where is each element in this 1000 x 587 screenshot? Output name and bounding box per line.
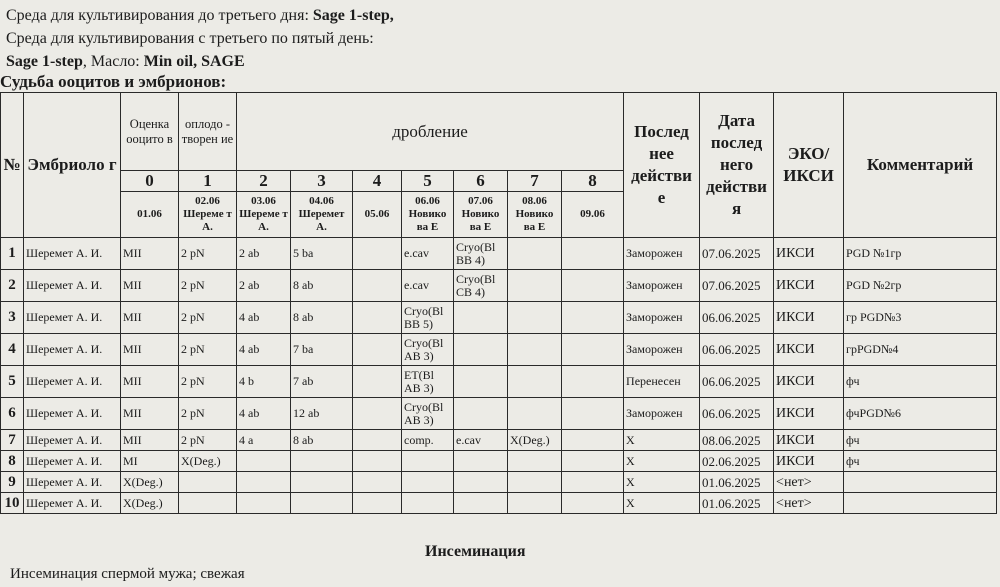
cell-d3: 7 ba: [291, 334, 353, 366]
cell-method: ИКСИ: [774, 430, 844, 451]
cell-action: Заморожен: [624, 334, 700, 366]
cell-method: ИКСИ: [774, 302, 844, 334]
cell-d7: [508, 270, 562, 302]
section-title: Судьба ооцитов и эмбрионов:: [0, 72, 227, 91]
cell-emb: Шеремет А. И.: [24, 334, 121, 366]
cell-action: Заморожен: [624, 302, 700, 334]
cell-d3: [291, 451, 353, 472]
cell-d7: [508, 493, 562, 514]
table-row: [1, 398, 997, 430]
cell-action: X: [624, 493, 700, 514]
cell-comment: PGD №1гр: [844, 238, 997, 270]
header-last-action: Послед нее действи е: [624, 93, 700, 238]
media-line2-label: Среда для культивирования с третьего по пятый день:: [6, 30, 374, 47]
cell-d5: [402, 451, 454, 472]
day-number: 8: [562, 171, 624, 192]
cell-emb: Шеремет А. И.: [24, 238, 121, 270]
cell-date: 06.06.2025: [700, 366, 774, 398]
cell-action: X: [624, 451, 700, 472]
cell-d4: [353, 238, 402, 270]
row-number: 5: [1, 366, 24, 398]
day-embryologist: Новико ва Е: [408, 208, 447, 233]
day-date: 06.06: [415, 195, 440, 207]
cell-d0: MII: [121, 334, 179, 366]
header-cleavage: дробление: [237, 93, 624, 171]
row-number: 4: [1, 334, 24, 366]
cell-method: <нет>: [774, 472, 844, 493]
cell-d2: 4 ab: [237, 398, 291, 430]
cell-comment: фч: [844, 366, 997, 398]
cell-d1: [179, 493, 237, 514]
insemination-line: Инсеминация спермой мужа; свежая: [10, 566, 245, 582]
cell-d0: MII: [121, 398, 179, 430]
cell-d5: Cryo(Bl AB 3): [402, 398, 454, 430]
header-method: ЭКО/ ИКСИ: [774, 93, 844, 238]
cell-d0: X(Deg.): [121, 493, 179, 514]
cell-d8: [562, 430, 624, 451]
cell-d1: 2 pN: [179, 238, 237, 270]
cell-d4: [353, 334, 402, 366]
cell-comment: фч: [844, 430, 997, 451]
cell-d7: [508, 366, 562, 398]
table-row: [1, 366, 997, 398]
cell-d1: [179, 472, 237, 493]
day-date-cell: [237, 192, 291, 238]
cell-method: ИКСИ: [774, 366, 844, 398]
cell-d2: 2 ab: [237, 238, 291, 270]
cell-d0: MII: [121, 270, 179, 302]
day-date: 05.06: [364, 208, 390, 220]
cell-action: Заморожен: [624, 270, 700, 302]
cell-d3: [291, 472, 353, 493]
day-number: 4: [353, 171, 402, 192]
header-fertilization: оплодо - творен ие: [179, 93, 237, 171]
table-row: [1, 472, 997, 493]
cell-d6: [454, 398, 508, 430]
cell-emb: Шеремет А. И.: [24, 472, 121, 493]
row-number: 2: [1, 270, 24, 302]
cell-comment: фч: [844, 451, 997, 472]
cell-d1: 2 pN: [179, 366, 237, 398]
header-oocyte-eval: Оценка ооцито в: [121, 93, 179, 171]
cell-method: ИКСИ: [774, 451, 844, 472]
cell-d4: [353, 302, 402, 334]
table-body: [1, 238, 997, 514]
cell-d8: [562, 398, 624, 430]
cell-d8: [562, 472, 624, 493]
cell-d8: [562, 302, 624, 334]
cell-d7: X(Deg.): [508, 430, 562, 451]
cell-comment: гр PGD№3: [844, 302, 997, 334]
cell-d2: 2 ab: [237, 270, 291, 302]
day-date: 04.06: [309, 195, 334, 207]
cell-d8: [562, 238, 624, 270]
day-date-cell: [454, 192, 508, 238]
cell-emb: Шеремет А. И.: [24, 270, 121, 302]
cell-date: 01.06.2025: [700, 493, 774, 514]
cell-comment: PGD №2гр: [844, 270, 997, 302]
cell-d0: MII: [121, 238, 179, 270]
cell-d6: [454, 334, 508, 366]
cell-d7: [508, 302, 562, 334]
cell-d3: 8 ab: [291, 430, 353, 451]
cell-d6: e.cav: [454, 430, 508, 451]
culture-media-info: [6, 4, 394, 73]
cell-d5: [402, 472, 454, 493]
cell-action: X: [624, 430, 700, 451]
cell-d3: 7 ab: [291, 366, 353, 398]
cell-d2: 4 ab: [237, 334, 291, 366]
table-row: [1, 238, 997, 270]
cell-d5: Cryo(Bl AB 3): [402, 334, 454, 366]
cell-method: ИКСИ: [774, 398, 844, 430]
row-number: 9: [1, 472, 24, 493]
cell-emb: Шеремет А. И.: [24, 302, 121, 334]
cell-method: <нет>: [774, 493, 844, 514]
cell-d2: 4 a: [237, 430, 291, 451]
cell-method: ИКСИ: [774, 270, 844, 302]
cell-action: Перенесен: [624, 366, 700, 398]
day-date-cell: [508, 192, 562, 238]
cell-d8: [562, 366, 624, 398]
day-embryologist: Шереме т А.: [239, 208, 288, 233]
row-number: 10: [1, 493, 24, 514]
cell-d4: [353, 430, 402, 451]
cell-d6: Cryo(Bl BB 4): [454, 238, 508, 270]
cell-date: 07.06.2025: [700, 238, 774, 270]
cell-comment: фчPGD№6: [844, 398, 997, 430]
media-line3-value2: Min oil, SAGE: [143, 53, 245, 70]
cell-d6: [454, 472, 508, 493]
day-embryologist: Новико ва Е: [461, 208, 500, 233]
cell-d5: comp.: [402, 430, 454, 451]
cell-method: ИКСИ: [774, 238, 844, 270]
day-number: 0: [121, 171, 179, 192]
header-number: №: [1, 93, 24, 238]
table-row: [1, 302, 997, 334]
cell-date: 01.06.2025: [700, 472, 774, 493]
header-embryologist: Эмбриоло г: [24, 93, 121, 238]
cell-d4: [353, 398, 402, 430]
cell-emb: Шеремет А. И.: [24, 366, 121, 398]
cell-d6: Cryo(Bl CB 4): [454, 270, 508, 302]
cell-d0: MII: [121, 366, 179, 398]
cell-comment: [844, 493, 997, 514]
cell-d1: 2 pN: [179, 270, 237, 302]
table-row: [1, 493, 997, 514]
cell-d6: [454, 302, 508, 334]
day-number: 6: [454, 171, 508, 192]
cell-d4: [353, 451, 402, 472]
cell-d0: X(Deg.): [121, 472, 179, 493]
cell-d1: 2 pN: [179, 398, 237, 430]
cell-d2: [237, 451, 291, 472]
cell-action: X: [624, 472, 700, 493]
cell-d1: X(Deg.): [179, 451, 237, 472]
cell-d1: 2 pN: [179, 334, 237, 366]
media-line3-mid: , Масло:: [82, 53, 144, 70]
cell-d0: MII: [121, 302, 179, 334]
cell-d4: [353, 493, 402, 514]
cell-d3: 8 ab: [291, 302, 353, 334]
cell-d1: 2 pN: [179, 302, 237, 334]
cell-date: 02.06.2025: [700, 451, 774, 472]
cell-d8: [562, 451, 624, 472]
cell-action: Заморожен: [624, 398, 700, 430]
day-date-cell: [353, 192, 402, 238]
cell-action: Заморожен: [624, 238, 700, 270]
cell-d5: Cryo(Bl BB 5): [402, 302, 454, 334]
cell-d7: [508, 238, 562, 270]
cell-d4: [353, 270, 402, 302]
cell-d6: [454, 451, 508, 472]
cell-d3: [291, 493, 353, 514]
day-date-cell: [402, 192, 454, 238]
cell-d3: 8 ab: [291, 270, 353, 302]
cell-d5: [402, 493, 454, 514]
cell-d7: [508, 398, 562, 430]
media-line1-value: Sage 1-step,: [312, 7, 394, 24]
media-line3-value1: Sage 1-step: [6, 53, 83, 70]
cell-d3: 5 ba: [291, 238, 353, 270]
table-row: [1, 430, 997, 451]
row-number: 1: [1, 238, 24, 270]
table-row: [1, 451, 997, 472]
day-date-cell: [179, 192, 237, 238]
cell-d2: [237, 493, 291, 514]
cell-d5: e.cav: [402, 238, 454, 270]
cell-comment: грPGD№4: [844, 334, 997, 366]
day-number: 5: [402, 171, 454, 192]
table-row: [1, 334, 997, 366]
cell-method: ИКСИ: [774, 334, 844, 366]
cell-emb: Шеремет А. И.: [24, 430, 121, 451]
cell-d0: MI: [121, 451, 179, 472]
cell-comment: [844, 472, 997, 493]
table-row: [1, 270, 997, 302]
row-number: 6: [1, 398, 24, 430]
cell-date: 06.06.2025: [700, 302, 774, 334]
cell-d8: [562, 334, 624, 366]
cell-d4: [353, 366, 402, 398]
cell-d2: 4 b: [237, 366, 291, 398]
day-number: 3: [291, 171, 353, 192]
cell-date: 07.06.2025: [700, 270, 774, 302]
cell-d1: 2 pN: [179, 430, 237, 451]
cell-d7: [508, 451, 562, 472]
header-last-action-date: Дата послед него действи я: [700, 93, 774, 238]
media-line1-label: Среда для культивирования до третьего дня:: [6, 7, 313, 24]
day-date: 01.06: [137, 208, 162, 220]
day-date: 03.06: [251, 195, 276, 207]
cell-emb: Шеремет А. И.: [24, 493, 121, 514]
day-number: 7: [508, 171, 562, 192]
row-number: 3: [1, 302, 24, 334]
embryo-fate-table: [0, 92, 997, 514]
cell-d8: [562, 270, 624, 302]
cell-d0: MII: [121, 430, 179, 451]
cell-d2: [237, 472, 291, 493]
cell-d4: [353, 472, 402, 493]
day-embryologist: Шеремет А.: [298, 208, 345, 233]
cell-d3: 12 ab: [291, 398, 353, 430]
day-date: 08.06: [522, 195, 547, 207]
day-date: 02.06: [195, 195, 220, 207]
cell-date: 08.06.2025: [700, 430, 774, 451]
day-date-cell: [121, 192, 179, 238]
day-date: 07.06: [468, 195, 493, 207]
day-embryologist: Шереме т А.: [183, 208, 232, 233]
day-number: 1: [179, 171, 237, 192]
cell-emb: Шеремет А. И.: [24, 398, 121, 430]
day-date-cell: [562, 192, 624, 238]
day-embryologist: Новико ва Е: [515, 208, 554, 233]
cell-d6: [454, 493, 508, 514]
cell-date: 06.06.2025: [700, 334, 774, 366]
cell-date: 06.06.2025: [700, 398, 774, 430]
cell-d8: [562, 493, 624, 514]
insemination-title: Инсеминация: [425, 543, 526, 560]
cell-emb: Шеремет А. И.: [24, 451, 121, 472]
day-date-cell: [291, 192, 353, 238]
cell-d2: 4 ab: [237, 302, 291, 334]
row-number: 8: [1, 451, 24, 472]
row-number: 7: [1, 430, 24, 451]
cell-d5: e.cav: [402, 270, 454, 302]
cell-d7: [508, 472, 562, 493]
cell-d7: [508, 334, 562, 366]
day-number: 2: [237, 171, 291, 192]
day-date: 09.06: [580, 208, 605, 220]
cell-d5: ET(Bl AB 3): [402, 366, 454, 398]
header-comment: Комментарий: [844, 93, 997, 238]
cell-d6: [454, 366, 508, 398]
